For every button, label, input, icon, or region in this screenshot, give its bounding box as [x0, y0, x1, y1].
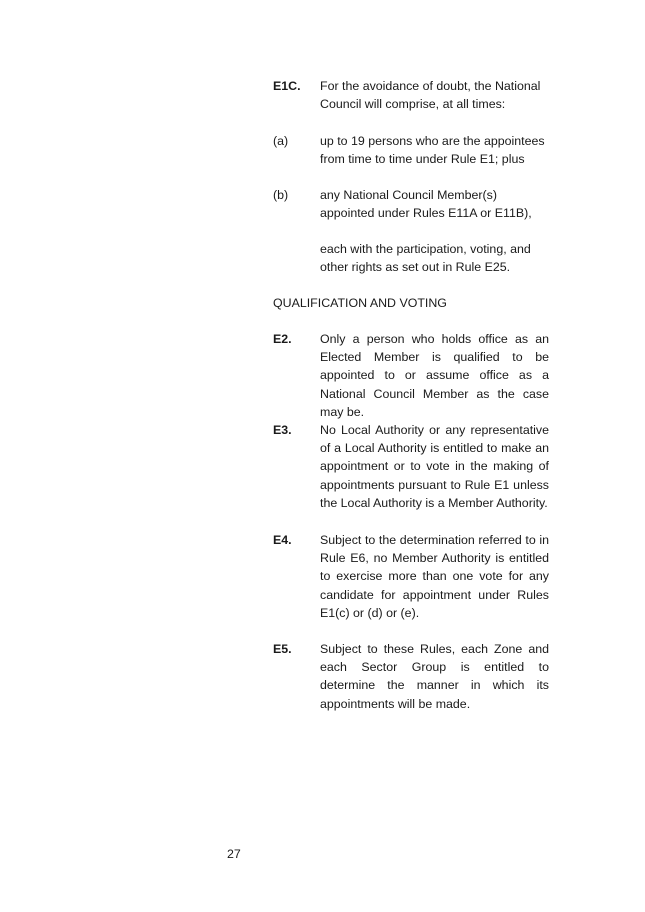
page-number: 27	[227, 847, 241, 861]
section-heading: QUALIFICATION AND VOTING	[273, 296, 447, 310]
rule-number: E3.	[273, 423, 292, 437]
rule-number: E1C.	[273, 79, 301, 93]
item-text: up to 19 persons who are the appointees from time to time under Rule E1; plus	[320, 134, 545, 167]
item-label: (b)	[273, 188, 289, 202]
rule-number: E2.	[273, 332, 292, 346]
rule-e4	[273, 531, 549, 622]
rule-item-b	[273, 186, 549, 222]
rule-e5	[273, 640, 549, 713]
rule-text: Only a person who holds office as an Elected Member is qualified to be appointed to or assume office as a National Council Member as the case may be.	[320, 332, 549, 419]
rule-e2	[273, 330, 549, 421]
rule-number: E5.	[273, 642, 292, 656]
rule-text: Subject to the determination referred to in Rule E6, no Member Authority is entitled to exercise more than one vote for any candidate for appointment under Rules E1(c) or (d) or (e).	[320, 533, 549, 620]
item-text: any National Council Member(s) appointed under Rules E11A or E11B),	[320, 188, 532, 221]
item-label: (a)	[273, 134, 289, 148]
rule-text: For the avoidance of doubt, the National Council will comprise, at all times:	[320, 79, 541, 112]
rule-e3	[273, 421, 549, 512]
rule-text: Subject to these Rules, each Zone and each Sector Group is entitled to determine the manner in which its appointments will be made.	[320, 642, 549, 711]
rule-e1c	[273, 77, 549, 113]
rule-text: No Local Authority or any representative of a Local Authority is entitled to make an appointment or to vote in the making of appointments pursuant to Rule E1 unless the Local Authority is a Member Authority.	[320, 423, 549, 510]
rule-number: E4.	[273, 533, 292, 547]
continuation-paragraph: each with the participation, voting, and other rights as set out in Rule E25.	[320, 242, 531, 275]
rule-item-a	[273, 132, 549, 168]
